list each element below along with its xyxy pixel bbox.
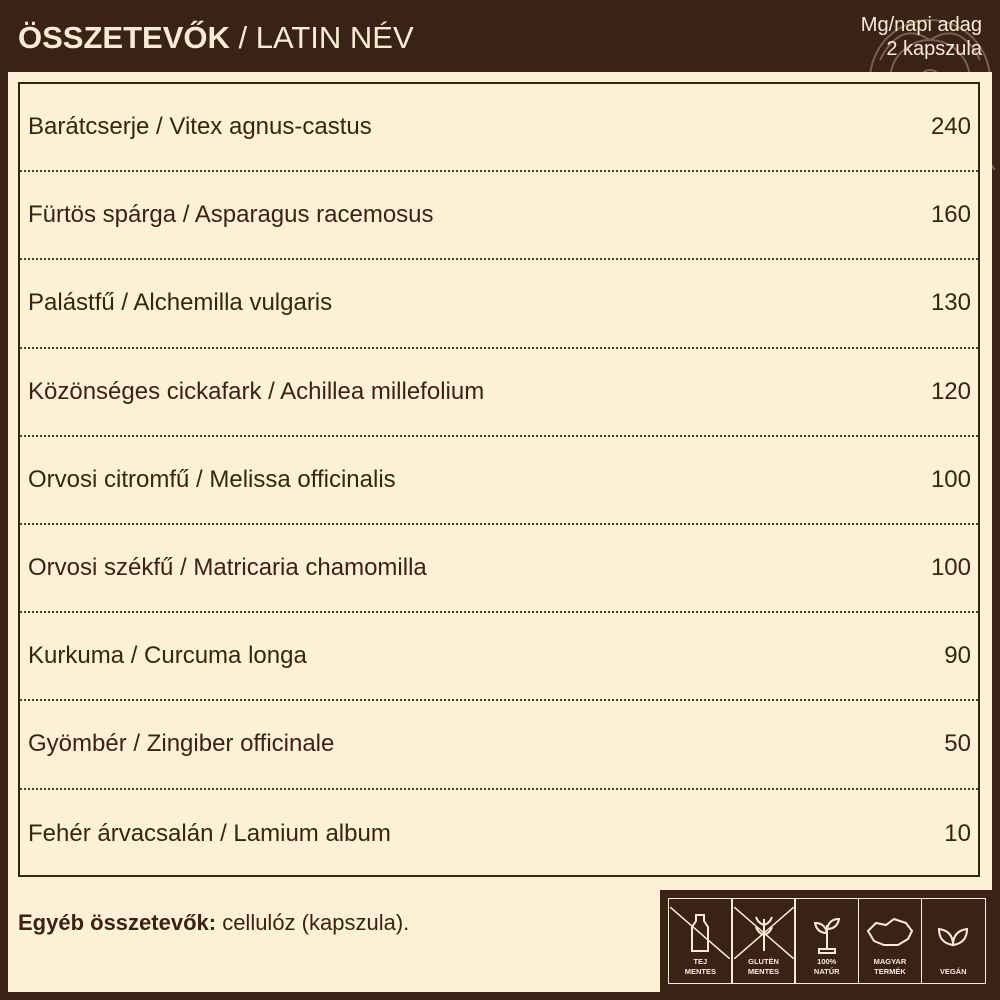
ingredient-mg: 100 [930, 554, 971, 582]
table-row [20, 172, 978, 260]
badge-hungarian-product [858, 898, 923, 984]
table-row [20, 525, 978, 613]
badge-vegan [921, 898, 986, 984]
ingredient-mg: 50 [944, 730, 971, 758]
badge-line-1: TEJ [693, 957, 708, 966]
other-ingredients-label: Egyéb összetevők: [18, 910, 217, 935]
unit-line-2: 2 kapszula [886, 38, 982, 60]
sprout-icon [797, 907, 857, 959]
ingredient-name: Kurkuma / Curcuma longa [28, 642, 307, 670]
milk-bottle-crossed-icon [670, 907, 730, 959]
ingredient-name: Gyömbér / Zingiber officinale [28, 730, 335, 758]
ingredient-mg: 120 [930, 377, 971, 405]
ingredients-table [18, 82, 980, 877]
unit-line-1: Mg/napi adag [860, 14, 982, 36]
header-bar [0, 0, 1000, 72]
table-row [20, 349, 978, 437]
ingredient-name: Fürtös spárga / Asparagus racemosus [28, 201, 434, 229]
badge-gluten-free [731, 898, 796, 984]
wheat-crossed-icon [734, 907, 794, 959]
badge-line-1: GLUTÉN [748, 957, 779, 966]
other-ingredients-text: cellulóz (kapszula). [216, 910, 410, 935]
badge-line-2: MENTES [684, 967, 716, 976]
badge-dairy-free [668, 898, 733, 984]
ingredient-mg: 160 [930, 201, 971, 229]
ingredient-name: Barátcserje / Vitex agnus-castus [28, 113, 372, 141]
title-ingredients: ÖSSZETEVŐK [18, 20, 230, 55]
badge-line-1: 100% [817, 957, 837, 966]
badge-line-2: NATÚR [813, 967, 840, 976]
badge-natural [794, 898, 859, 984]
dosage-unit-note [861, 13, 982, 61]
ingredient-name: Palástfű / Alchemilla vulgaris [28, 289, 333, 317]
table-row [20, 613, 978, 701]
ingredient-mg: 130 [930, 289, 971, 317]
ingredient-name: Orvosi székfű / Matricaria chamomilla [28, 554, 427, 582]
ingredient-mg: 10 [944, 819, 971, 847]
table-row [20, 260, 978, 348]
table-row [20, 437, 978, 525]
hungary-map-icon [860, 907, 920, 959]
title-latin-name: / LATIN NÉV [229, 20, 414, 55]
ingredient-mg: 90 [944, 642, 971, 670]
table-row [20, 701, 978, 789]
badge-line-2: VEGÁN [939, 967, 967, 976]
badge-line-2: TERMÉK [874, 967, 906, 976]
leaves-icon [923, 907, 983, 959]
ingredient-name: Közönséges cickafark / Achillea millefolium [28, 377, 485, 405]
certification-badges [660, 890, 992, 992]
badge-line-2: MENTES [747, 967, 780, 976]
ingredient-mg: 240 [930, 113, 971, 141]
ingredient-name: Fehér árvacsalán / Lamium album [28, 819, 391, 847]
table-row [20, 790, 978, 878]
other-ingredients [18, 910, 409, 936]
ingredient-name: Orvosi citromfű / Melissa officinalis [28, 465, 396, 493]
table-row [20, 84, 978, 172]
ingredient-mg: 100 [930, 465, 971, 493]
page-title [18, 20, 414, 56]
badge-line-1: MAGYAR [873, 957, 907, 966]
